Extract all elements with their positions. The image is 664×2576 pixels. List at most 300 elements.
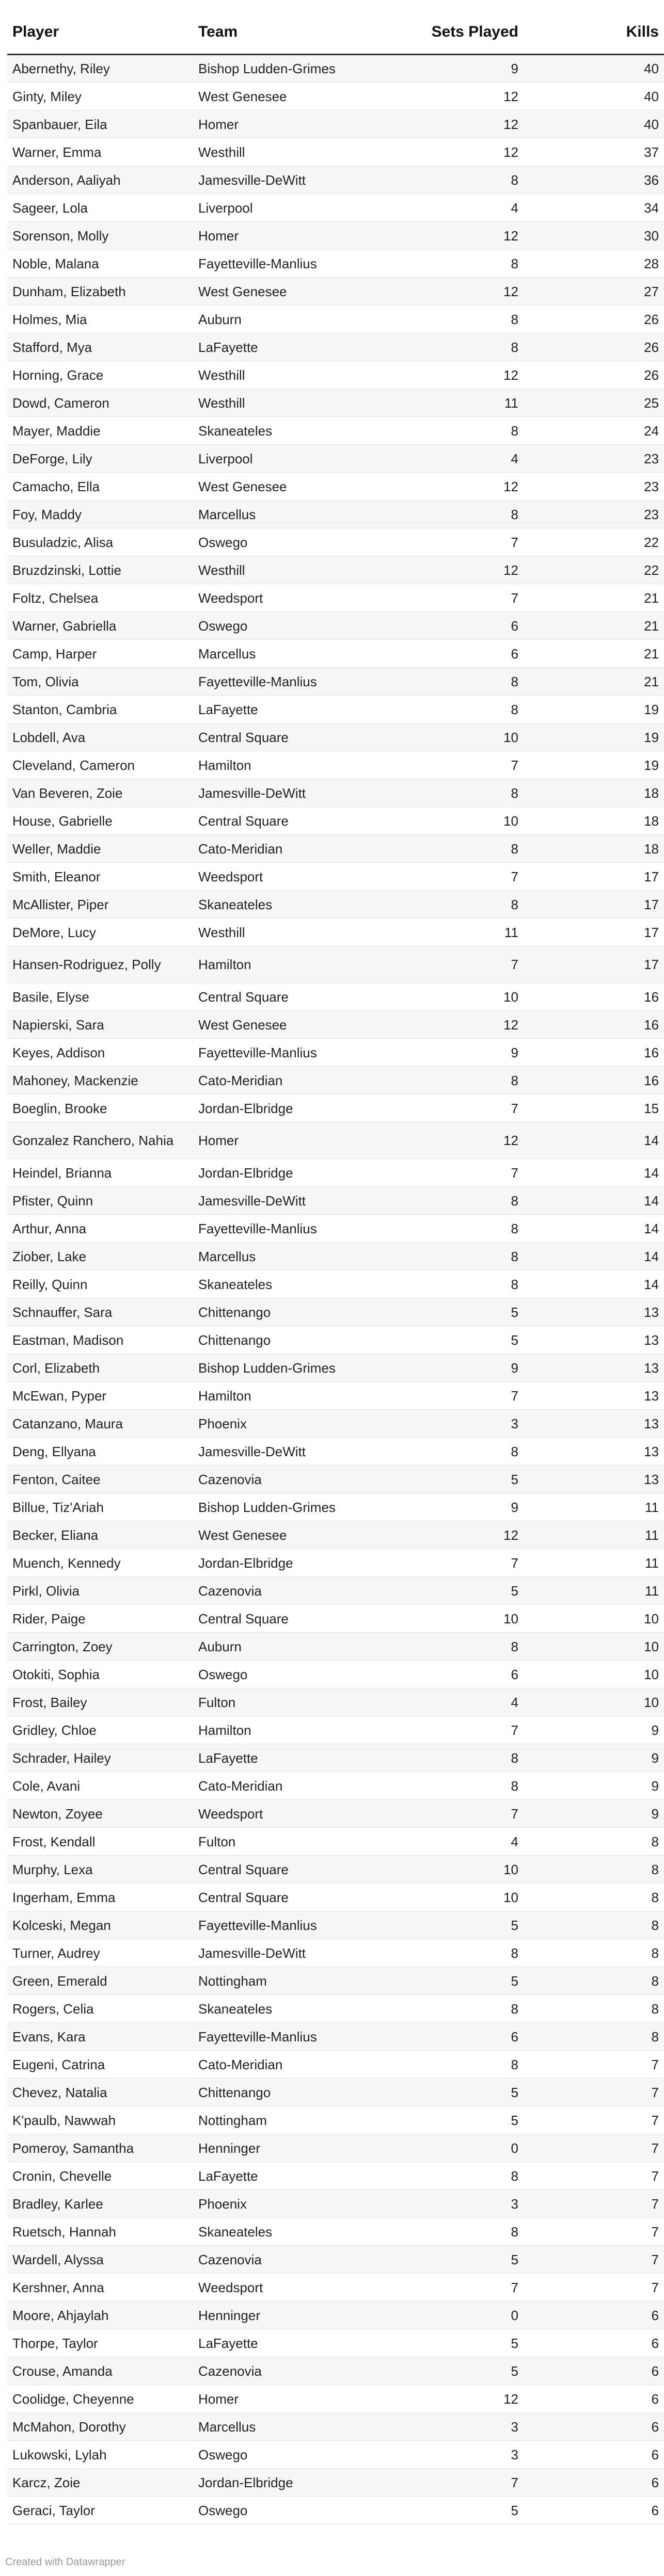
cell-sets-played: 4 xyxy=(379,445,524,473)
cell-sets-played: 3 xyxy=(379,1410,524,1438)
cell-team: Cazenovia xyxy=(193,2357,379,2385)
cell-sets-played: 4 xyxy=(379,194,524,222)
cell-team: Marcellus xyxy=(193,1243,379,1270)
cell-sets-played: 8 xyxy=(379,1633,524,1661)
cell-player: Boeglin, Brooke xyxy=(7,1094,193,1122)
table-row xyxy=(7,1039,664,1067)
cell-sets-played: 6 xyxy=(379,612,524,640)
cell-player: Rider, Paige xyxy=(7,1605,193,1633)
cell-sets-played: 4 xyxy=(379,1828,524,1856)
cell-sets-played: 8 xyxy=(379,779,524,807)
table-row xyxy=(7,250,664,278)
table-row xyxy=(7,333,664,361)
cell-player: Sorenson, Molly xyxy=(7,222,193,250)
cell-player: Holmes, Mia xyxy=(7,305,193,333)
cell-sets-played: 8 xyxy=(379,1187,524,1215)
cell-team: Skaneateles xyxy=(193,2218,379,2246)
table-row xyxy=(7,919,664,946)
cell-kills: 8 xyxy=(524,1911,664,1939)
cell-player: Keyes, Addison xyxy=(7,1039,193,1067)
cell-team: Central Square xyxy=(193,1883,379,1911)
cell-sets-played: 8 xyxy=(379,1939,524,1967)
cell-player: McAllister, Piper xyxy=(7,891,193,919)
cell-team: Jamesville-DeWitt xyxy=(193,1187,379,1215)
cell-team: Cato-Meridian xyxy=(193,1772,379,1800)
cell-kills: 26 xyxy=(524,361,664,389)
column-header-team[interactable]: Team xyxy=(193,10,379,55)
cell-team: Hamilton xyxy=(193,751,379,779)
cell-team: Cato-Meridian xyxy=(193,1067,379,1094)
cell-team: Henninger xyxy=(193,2301,379,2329)
cell-player: Weller, Maddie xyxy=(7,835,193,863)
cell-sets-played: 9 xyxy=(379,1354,524,1382)
cell-team: Skaneateles xyxy=(193,1270,379,1298)
cell-team: Henninger xyxy=(193,2134,379,2162)
cell-player: Ruetsch, Hannah xyxy=(7,2218,193,2246)
cell-player: Catanzano, Maura xyxy=(7,1410,193,1438)
cell-sets-played: 5 xyxy=(379,1967,524,1995)
cell-sets-played: 8 xyxy=(379,668,524,696)
cell-kills: 13 xyxy=(524,1326,664,1354)
cell-sets-played: 3 xyxy=(379,2190,524,2218)
table-row xyxy=(7,2441,664,2469)
cell-sets-played: 5 xyxy=(379,2246,524,2274)
cell-sets-played: 7 xyxy=(379,2469,524,2497)
cell-sets-played: 7 xyxy=(379,751,524,779)
table-row xyxy=(7,1493,664,1521)
cell-sets-played: 12 xyxy=(379,1011,524,1039)
cell-sets-played: 6 xyxy=(379,1661,524,1688)
cell-team: Skaneateles xyxy=(193,417,379,445)
table-row xyxy=(7,556,664,584)
table-row xyxy=(7,278,664,305)
cell-team: LaFayette xyxy=(193,2329,379,2357)
table-row xyxy=(7,1772,664,1800)
cell-player: Bruzdzinski, Lottie xyxy=(7,556,193,584)
cell-team: Fulton xyxy=(193,1688,379,1716)
table-row xyxy=(7,138,664,166)
cell-player: Eugeni, Catrina xyxy=(7,2051,193,2079)
cell-player: Murphy, Lexa xyxy=(7,1856,193,1883)
cell-sets-played: 5 xyxy=(379,2329,524,2357)
cell-sets-played: 8 xyxy=(379,696,524,723)
column-header-player[interactable]: Player xyxy=(7,10,193,55)
cell-kills: 16 xyxy=(524,983,664,1011)
cell-team: West Genesee xyxy=(193,1521,379,1549)
cell-player: Napierski, Sara xyxy=(7,1011,193,1039)
table-row xyxy=(7,2106,664,2134)
table-row xyxy=(7,2023,664,2051)
cell-kills: 26 xyxy=(524,305,664,333)
table-row xyxy=(7,1270,664,1298)
cell-kills: 8 xyxy=(524,1939,664,1967)
cell-kills: 27 xyxy=(524,278,664,305)
cell-kills: 17 xyxy=(524,919,664,946)
cell-player: Spanbauer, Eila xyxy=(7,110,193,138)
cell-team: Homer xyxy=(193,222,379,250)
cell-sets-played: 6 xyxy=(379,640,524,668)
cell-team: Marcellus xyxy=(193,640,379,668)
cell-player: Arthur, Anna xyxy=(7,1215,193,1243)
table-row xyxy=(7,1243,664,1270)
cell-sets-played: 7 xyxy=(379,946,524,983)
cell-team: Bishop Ludden-Grimes xyxy=(193,55,379,83)
cell-player: Billue, Tiz'Ariah xyxy=(7,1493,193,1521)
cell-sets-played: 12 xyxy=(379,110,524,138)
table-row xyxy=(7,723,664,751)
cell-sets-played: 12 xyxy=(379,138,524,166)
cell-kills: 17 xyxy=(524,863,664,891)
cell-sets-played: 5 xyxy=(379,1466,524,1493)
table-row xyxy=(7,1326,664,1354)
cell-kills: 10 xyxy=(524,1633,664,1661)
table-row xyxy=(7,1577,664,1605)
cell-sets-played: 7 xyxy=(379,2274,524,2301)
cell-sets-played: 5 xyxy=(379,2357,524,2385)
cell-kills: 21 xyxy=(524,640,664,668)
cell-kills: 7 xyxy=(524,2274,664,2301)
table-row xyxy=(7,1187,664,1215)
cell-team: Jordan-Elbridge xyxy=(193,1549,379,1577)
cell-team: Hamilton xyxy=(193,1382,379,1410)
table-row xyxy=(7,2385,664,2413)
cell-kills: 9 xyxy=(524,1716,664,1744)
cell-team: Phoenix xyxy=(193,2190,379,2218)
cell-player: Lukowski, Lylah xyxy=(7,2441,193,2469)
cell-team: LaFayette xyxy=(193,696,379,723)
cell-sets-played: 8 xyxy=(379,1215,524,1243)
cell-team: Westhill xyxy=(193,389,379,417)
table-row xyxy=(7,640,664,668)
cell-team: Weedsport xyxy=(193,584,379,612)
table-row xyxy=(7,2246,664,2274)
cell-kills: 11 xyxy=(524,1521,664,1549)
cell-sets-played: 7 xyxy=(379,1800,524,1828)
cell-kills: 7 xyxy=(524,2134,664,2162)
cell-kills: 40 xyxy=(524,55,664,83)
cell-team: Jordan-Elbridge xyxy=(193,2469,379,2497)
cell-sets-played: 5 xyxy=(379,2079,524,2106)
cell-team: Oswego xyxy=(193,2497,379,2524)
cell-player: Pomeroy, Samantha xyxy=(7,2134,193,2162)
cell-player: Gridley, Chloe xyxy=(7,1716,193,1744)
table-row xyxy=(7,779,664,807)
cell-sets-played: 7 xyxy=(379,1716,524,1744)
table-row xyxy=(7,2162,664,2190)
table-row xyxy=(7,751,664,779)
table-row xyxy=(7,1382,664,1410)
cell-sets-played: 8 xyxy=(379,835,524,863)
cell-team: West Genesee xyxy=(193,1011,379,1039)
table-row xyxy=(7,2051,664,2079)
table-row xyxy=(7,668,664,696)
cell-kills: 11 xyxy=(524,1577,664,1605)
cell-sets-played: 5 xyxy=(379,2106,524,2134)
cell-team: Oswego xyxy=(193,612,379,640)
player-kills-table xyxy=(7,10,664,2524)
cell-kills: 14 xyxy=(524,1270,664,1298)
table-row xyxy=(7,1744,664,1772)
cell-sets-played: 8 xyxy=(379,166,524,194)
cell-team: Auburn xyxy=(193,305,379,333)
table-row xyxy=(7,1800,664,1828)
cell-player: Becker, Eliana xyxy=(7,1521,193,1549)
cell-team: Jamesville-DeWitt xyxy=(193,1438,379,1466)
cell-kills: 14 xyxy=(524,1243,664,1270)
cell-player: Van Beveren, Zoie xyxy=(7,779,193,807)
cell-kills: 14 xyxy=(524,1215,664,1243)
table-row xyxy=(7,417,664,445)
table-row xyxy=(7,946,664,983)
table-row xyxy=(7,2469,664,2497)
cell-sets-played: 8 xyxy=(379,1270,524,1298)
cell-team: Central Square xyxy=(193,1605,379,1633)
table-row xyxy=(7,528,664,556)
cell-kills: 10 xyxy=(524,1661,664,1688)
cell-kills: 6 xyxy=(524,2413,664,2441)
column-header-sets-played[interactable]: Sets Played xyxy=(379,10,524,55)
cell-player: Dunham, Elizabeth xyxy=(7,278,193,305)
cell-sets-played: 12 xyxy=(379,361,524,389)
cell-player: Foy, Maddy xyxy=(7,501,193,528)
cell-player: Moore, Ahjaylah xyxy=(7,2301,193,2329)
cell-kills: 21 xyxy=(524,612,664,640)
cell-team: Marcellus xyxy=(193,2413,379,2441)
cell-kills: 13 xyxy=(524,1354,664,1382)
cell-sets-played: 8 xyxy=(379,333,524,361)
table-row xyxy=(7,1716,664,1744)
cell-kills: 24 xyxy=(524,417,664,445)
column-header-kills[interactable]: Kills xyxy=(524,10,664,55)
cell-team: Jamesville-DeWitt xyxy=(193,166,379,194)
cell-kills: 25 xyxy=(524,389,664,417)
cell-player: Corl, Elizabeth xyxy=(7,1354,193,1382)
cell-team: Hamilton xyxy=(193,1716,379,1744)
cell-sets-played: 8 xyxy=(379,305,524,333)
table-row xyxy=(7,2190,664,2218)
cell-team: Westhill xyxy=(193,361,379,389)
cell-sets-played: 7 xyxy=(379,528,524,556)
cell-kills: 17 xyxy=(524,891,664,919)
table-row xyxy=(7,1688,664,1716)
datawrapper-credit[interactable]: Created with Datawrapper xyxy=(5,2556,125,2568)
cell-team: Bishop Ludden-Grimes xyxy=(193,1354,379,1382)
cell-kills: 7 xyxy=(524,2079,664,2106)
cell-kills: 21 xyxy=(524,584,664,612)
table-row xyxy=(7,1939,664,1967)
table-row xyxy=(7,1011,664,1039)
table-row xyxy=(7,1661,664,1688)
table-row xyxy=(7,835,664,863)
cell-team: Fulton xyxy=(193,1828,379,1856)
table-row xyxy=(7,83,664,110)
cell-player: Horning, Grace xyxy=(7,361,193,389)
cell-player: Mahoney, Mackenzie xyxy=(7,1067,193,1094)
cell-sets-played: 8 xyxy=(379,1744,524,1772)
cell-team: Cazenovia xyxy=(193,2246,379,2274)
cell-player: Hansen-Rodriguez, Polly xyxy=(7,946,193,983)
cell-team: Auburn xyxy=(193,1633,379,1661)
cell-kills: 40 xyxy=(524,83,664,110)
table-row xyxy=(7,361,664,389)
table-row xyxy=(7,983,664,1011)
cell-team: Central Square xyxy=(193,807,379,835)
cell-kills: 13 xyxy=(524,1410,664,1438)
cell-sets-played: 5 xyxy=(379,1326,524,1354)
cell-player: Camacho, Ella xyxy=(7,473,193,501)
cell-player: Anderson, Aaliyah xyxy=(7,166,193,194)
cell-team: West Genesee xyxy=(193,278,379,305)
cell-player: Heindel, Brianna xyxy=(7,1159,193,1187)
cell-kills: 9 xyxy=(524,1744,664,1772)
cell-kills: 13 xyxy=(524,1438,664,1466)
table-row xyxy=(7,1605,664,1633)
table-body xyxy=(7,55,664,2524)
table-row xyxy=(7,1549,664,1577)
table-row xyxy=(7,2357,664,2385)
cell-kills: 18 xyxy=(524,779,664,807)
cell-sets-played: 8 xyxy=(379,1067,524,1094)
cell-player: Busuladzic, Alisa xyxy=(7,528,193,556)
cell-player: Abernethy, Riley xyxy=(7,55,193,83)
table-row xyxy=(7,1967,664,1995)
table-row xyxy=(7,863,664,891)
table-row xyxy=(7,445,664,473)
cell-team: Weedsport xyxy=(193,2274,379,2301)
cell-kills: 19 xyxy=(524,696,664,723)
table-row xyxy=(7,2497,664,2524)
cell-player: Newton, Zoyee xyxy=(7,1800,193,1828)
cell-team: Jamesville-DeWitt xyxy=(193,779,379,807)
cell-player: Kolceski, Megan xyxy=(7,1911,193,1939)
table-row xyxy=(7,696,664,723)
table-row xyxy=(7,110,664,138)
cell-sets-played: 6 xyxy=(379,2023,524,2051)
table-row xyxy=(7,2301,664,2329)
cell-player: McEwan, Pyper xyxy=(7,1382,193,1410)
cell-player: Coolidge, Cheyenne xyxy=(7,2385,193,2413)
table-row xyxy=(7,1521,664,1549)
cell-sets-played: 12 xyxy=(379,1521,524,1549)
cell-sets-played: 12 xyxy=(379,473,524,501)
table-row xyxy=(7,305,664,333)
cell-kills: 28 xyxy=(524,250,664,278)
cell-player: Green, Emerald xyxy=(7,1967,193,1995)
cell-player: Noble, Malana xyxy=(7,250,193,278)
cell-player: Dowd, Cameron xyxy=(7,389,193,417)
cell-sets-played: 5 xyxy=(379,1298,524,1326)
cell-player: Schnauffer, Sara xyxy=(7,1298,193,1326)
cell-player: Cleveland, Cameron xyxy=(7,751,193,779)
cell-team: Liverpool xyxy=(193,194,379,222)
table-row xyxy=(7,1354,664,1382)
cell-team: Oswego xyxy=(193,2441,379,2469)
table-row xyxy=(7,1122,664,1159)
cell-kills: 22 xyxy=(524,528,664,556)
cell-kills: 18 xyxy=(524,835,664,863)
cell-team: Chittenango xyxy=(193,2079,379,2106)
table-row xyxy=(7,1633,664,1661)
cell-kills: 8 xyxy=(524,1995,664,2023)
cell-player: Pfister, Quinn xyxy=(7,1187,193,1215)
cell-player: Chevez, Natalia xyxy=(7,2079,193,2106)
cell-kills: 6 xyxy=(524,2441,664,2469)
cell-player: DeMore, Lucy xyxy=(7,919,193,946)
cell-kills: 11 xyxy=(524,1493,664,1521)
cell-player: Muench, Kennedy xyxy=(7,1549,193,1577)
cell-kills: 36 xyxy=(524,166,664,194)
cell-sets-played: 5 xyxy=(379,2497,524,2524)
header-row xyxy=(7,10,664,55)
cell-team: Oswego xyxy=(193,528,379,556)
cell-kills: 40 xyxy=(524,110,664,138)
table-row xyxy=(7,1298,664,1326)
cell-kills: 6 xyxy=(524,2497,664,2524)
cell-team: Weedsport xyxy=(193,863,379,891)
cell-kills: 22 xyxy=(524,556,664,584)
cell-kills: 8 xyxy=(524,1967,664,1995)
cell-team: West Genesee xyxy=(193,83,379,110)
cell-kills: 6 xyxy=(524,2385,664,2413)
cell-kills: 19 xyxy=(524,723,664,751)
cell-kills: 6 xyxy=(524,2357,664,2385)
cell-team: Fayetteville-Manlius xyxy=(193,1039,379,1067)
cell-player: Pirkl, Olivia xyxy=(7,1577,193,1605)
table-row xyxy=(7,807,664,835)
cell-team: Cazenovia xyxy=(193,1577,379,1605)
table-row xyxy=(7,1159,664,1187)
cell-team: Fayetteville-Manlius xyxy=(193,1911,379,1939)
cell-player: Schrader, Hailey xyxy=(7,1744,193,1772)
table-row xyxy=(7,55,664,83)
cell-team: Skaneateles xyxy=(193,1995,379,2023)
cell-kills: 17 xyxy=(524,946,664,983)
table-row xyxy=(7,2329,664,2357)
cell-kills: 8 xyxy=(524,2023,664,2051)
cell-sets-played: 10 xyxy=(379,723,524,751)
cell-player: Gonzalez Ranchero, Nahia xyxy=(7,1122,193,1159)
cell-team: Homer xyxy=(193,1122,379,1159)
cell-team: Westhill xyxy=(193,138,379,166)
cell-player: Stanton, Cambria xyxy=(7,696,193,723)
cell-kills: 6 xyxy=(524,2469,664,2497)
table-row xyxy=(7,194,664,222)
cell-team: Jordan-Elbridge xyxy=(193,1094,379,1122)
cell-sets-played: 9 xyxy=(379,1039,524,1067)
cell-kills: 8 xyxy=(524,1883,664,1911)
cell-sets-played: 7 xyxy=(379,584,524,612)
cell-sets-played: 0 xyxy=(379,2301,524,2329)
cell-team: Central Square xyxy=(193,1856,379,1883)
table-row xyxy=(7,2218,664,2246)
cell-sets-played: 3 xyxy=(379,2413,524,2441)
cell-player: Thorpe, Taylor xyxy=(7,2329,193,2357)
table-row xyxy=(7,1856,664,1883)
table-row xyxy=(7,501,664,528)
cell-sets-played: 12 xyxy=(379,278,524,305)
table-row xyxy=(7,612,664,640)
cell-player: K'paulb, Nawwah xyxy=(7,2106,193,2134)
cell-team: Westhill xyxy=(193,919,379,946)
cell-team: Bishop Ludden-Grimes xyxy=(193,1493,379,1521)
cell-player: Cronin, Chevelle xyxy=(7,2162,193,2190)
cell-kills: 6 xyxy=(524,2301,664,2329)
cell-player: Rogers, Celia xyxy=(7,1995,193,2023)
cell-team: Cazenovia xyxy=(193,1466,379,1493)
cell-team: LaFayette xyxy=(193,2162,379,2190)
cell-team: Fayetteville-Manlius xyxy=(193,250,379,278)
cell-sets-played: 5 xyxy=(379,1911,524,1939)
